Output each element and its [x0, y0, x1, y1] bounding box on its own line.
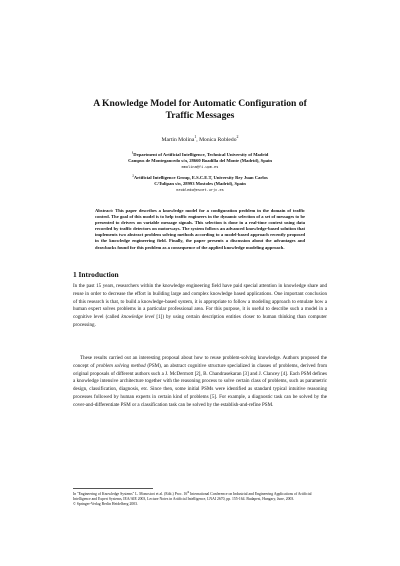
- title-line-1: A Knowledge Model for Automatic Configuration of: [93, 98, 307, 109]
- author-name: Monica Robledo: [199, 137, 237, 143]
- author-separator: ,: [196, 137, 200, 143]
- abstract: [95, 208, 305, 251]
- author-affil-mark: 1: [194, 135, 197, 140]
- footnote-citation-rest: International Conference on Industrial and Engineering Applications of Artificial Intelligence and Expert Systems, IEA/AIE 2003, Lecture Notes in Artificial Intelligence, LNAI 2670, pp. 155-164. Budapest, Hungary, June, 2003.: [73, 492, 312, 502]
- affiliation-2: [40, 175, 360, 193]
- footnote-divider: [73, 488, 153, 489]
- affiliation-institution: Artificial Intelligence Group, E.S.C.E.T, University Rey Juan Carlos: [133, 175, 268, 180]
- intro-paragraph-1: [73, 283, 327, 330]
- author-name: Martin Molina: [161, 137, 195, 143]
- footnote: [73, 492, 327, 508]
- affiliation-mark: 2: [132, 173, 134, 178]
- affiliation-mark: 1: [131, 150, 134, 155]
- paragraph-text: [1]) by using certain description entities closer to human thinking than computer processing.: [73, 314, 327, 328]
- affiliation-address: C/Tulipan s/n, 28993 Mostoles (Madrid), Spain: [154, 181, 246, 186]
- affiliation-1: [40, 152, 360, 170]
- affiliation-address: Campus de Montegancedo s/n, 28660 Boadilla del Monte (Madrid), Spain: [128, 158, 272, 163]
- paper-title: [40, 98, 360, 122]
- section-heading: 1 Introduction: [73, 270, 119, 279]
- footnote-ordinal: th: [187, 490, 190, 494]
- author-list: [40, 137, 360, 144]
- affiliation-email: mmolina@fi.upm.es: [181, 165, 219, 169]
- paragraph-text: In the past 15 years, researchers within the knowledge engineering field have paid special attention in knowledge share and reuse in order to decrease the effort in building large and complex knowledge based applications. One important conclusion of this research is that, to build a knowledge-based system, it is appropriate to follow a modeling approach to emulate how a human expert solves problems in a particular professional area. For this purpose, it is useful to describe such a model in a cognitive level (called: [73, 283, 327, 320]
- paragraph-text: These results carried out an interesting proposal about how to reuse problem-solving knowledge. Authors proposed the concept of: [73, 355, 327, 369]
- affiliation-institution: Department of Artificial Intelligence, Technical University of Madrid: [133, 152, 269, 157]
- abstract-label: Abstract:: [95, 208, 114, 213]
- footnote-citation: In "Engineering of Knowledge Systems" L. Monostori et al. (Edit.) Proc. 16: [73, 492, 188, 496]
- author-affil-mark: 2: [236, 135, 239, 140]
- paragraph-text: (PSM), an abstract cognitive structure specialized in classes of problems, derived from original proposals of different authors such a J. McDermott [2], B. Chandrasekaran [3] and J. Clancey [4]. Each PSM defines a knowledge intensive architecture together with the reasoning process to solve certain class of problems, such as parametric design, classification, diagnosis, etc. Since then, some initial PSMs were identified as standard typical intuitive reasoning processes followed by human experts in certain kind of problems [5]. For example, a diagnostic task can be solved by the cover-and-differentiate PSM or a classification task can be solved by the establish-and-refine PSM.: [73, 362, 328, 408]
- title-line-2: Traffic Messages: [165, 110, 235, 121]
- affiliation-email: mrobledo@escet.urjc.es: [176, 188, 224, 192]
- footnote-copyright: © Springer-Verlag Berlin Heidelberg 2003.: [73, 502, 138, 507]
- abstract-text: This paper describes a knowledge model for a configuration problem in the domain of traffic control. The goal of this model is to help traffic engineers in the dynamic selection of a set of messages to be presented to drivers on variable message signals. This selection is done in a real-time context using data recorded by traffic detectors on motorways. The system follows an advanced knowledge-based solution that implements two abstract problem solving methods according to a model-based approach recently proposed in the knowledge engineering field. Finally, the paper presents a discussion about the advantages and drawbacks found for this problem as a consequence of the applied knowledge modeling approach.: [95, 208, 305, 250]
- emphasized-term: knowledge level: [121, 314, 155, 320]
- intro-paragraph-2: [73, 355, 327, 409]
- emphasized-term: problem solving method: [96, 362, 146, 369]
